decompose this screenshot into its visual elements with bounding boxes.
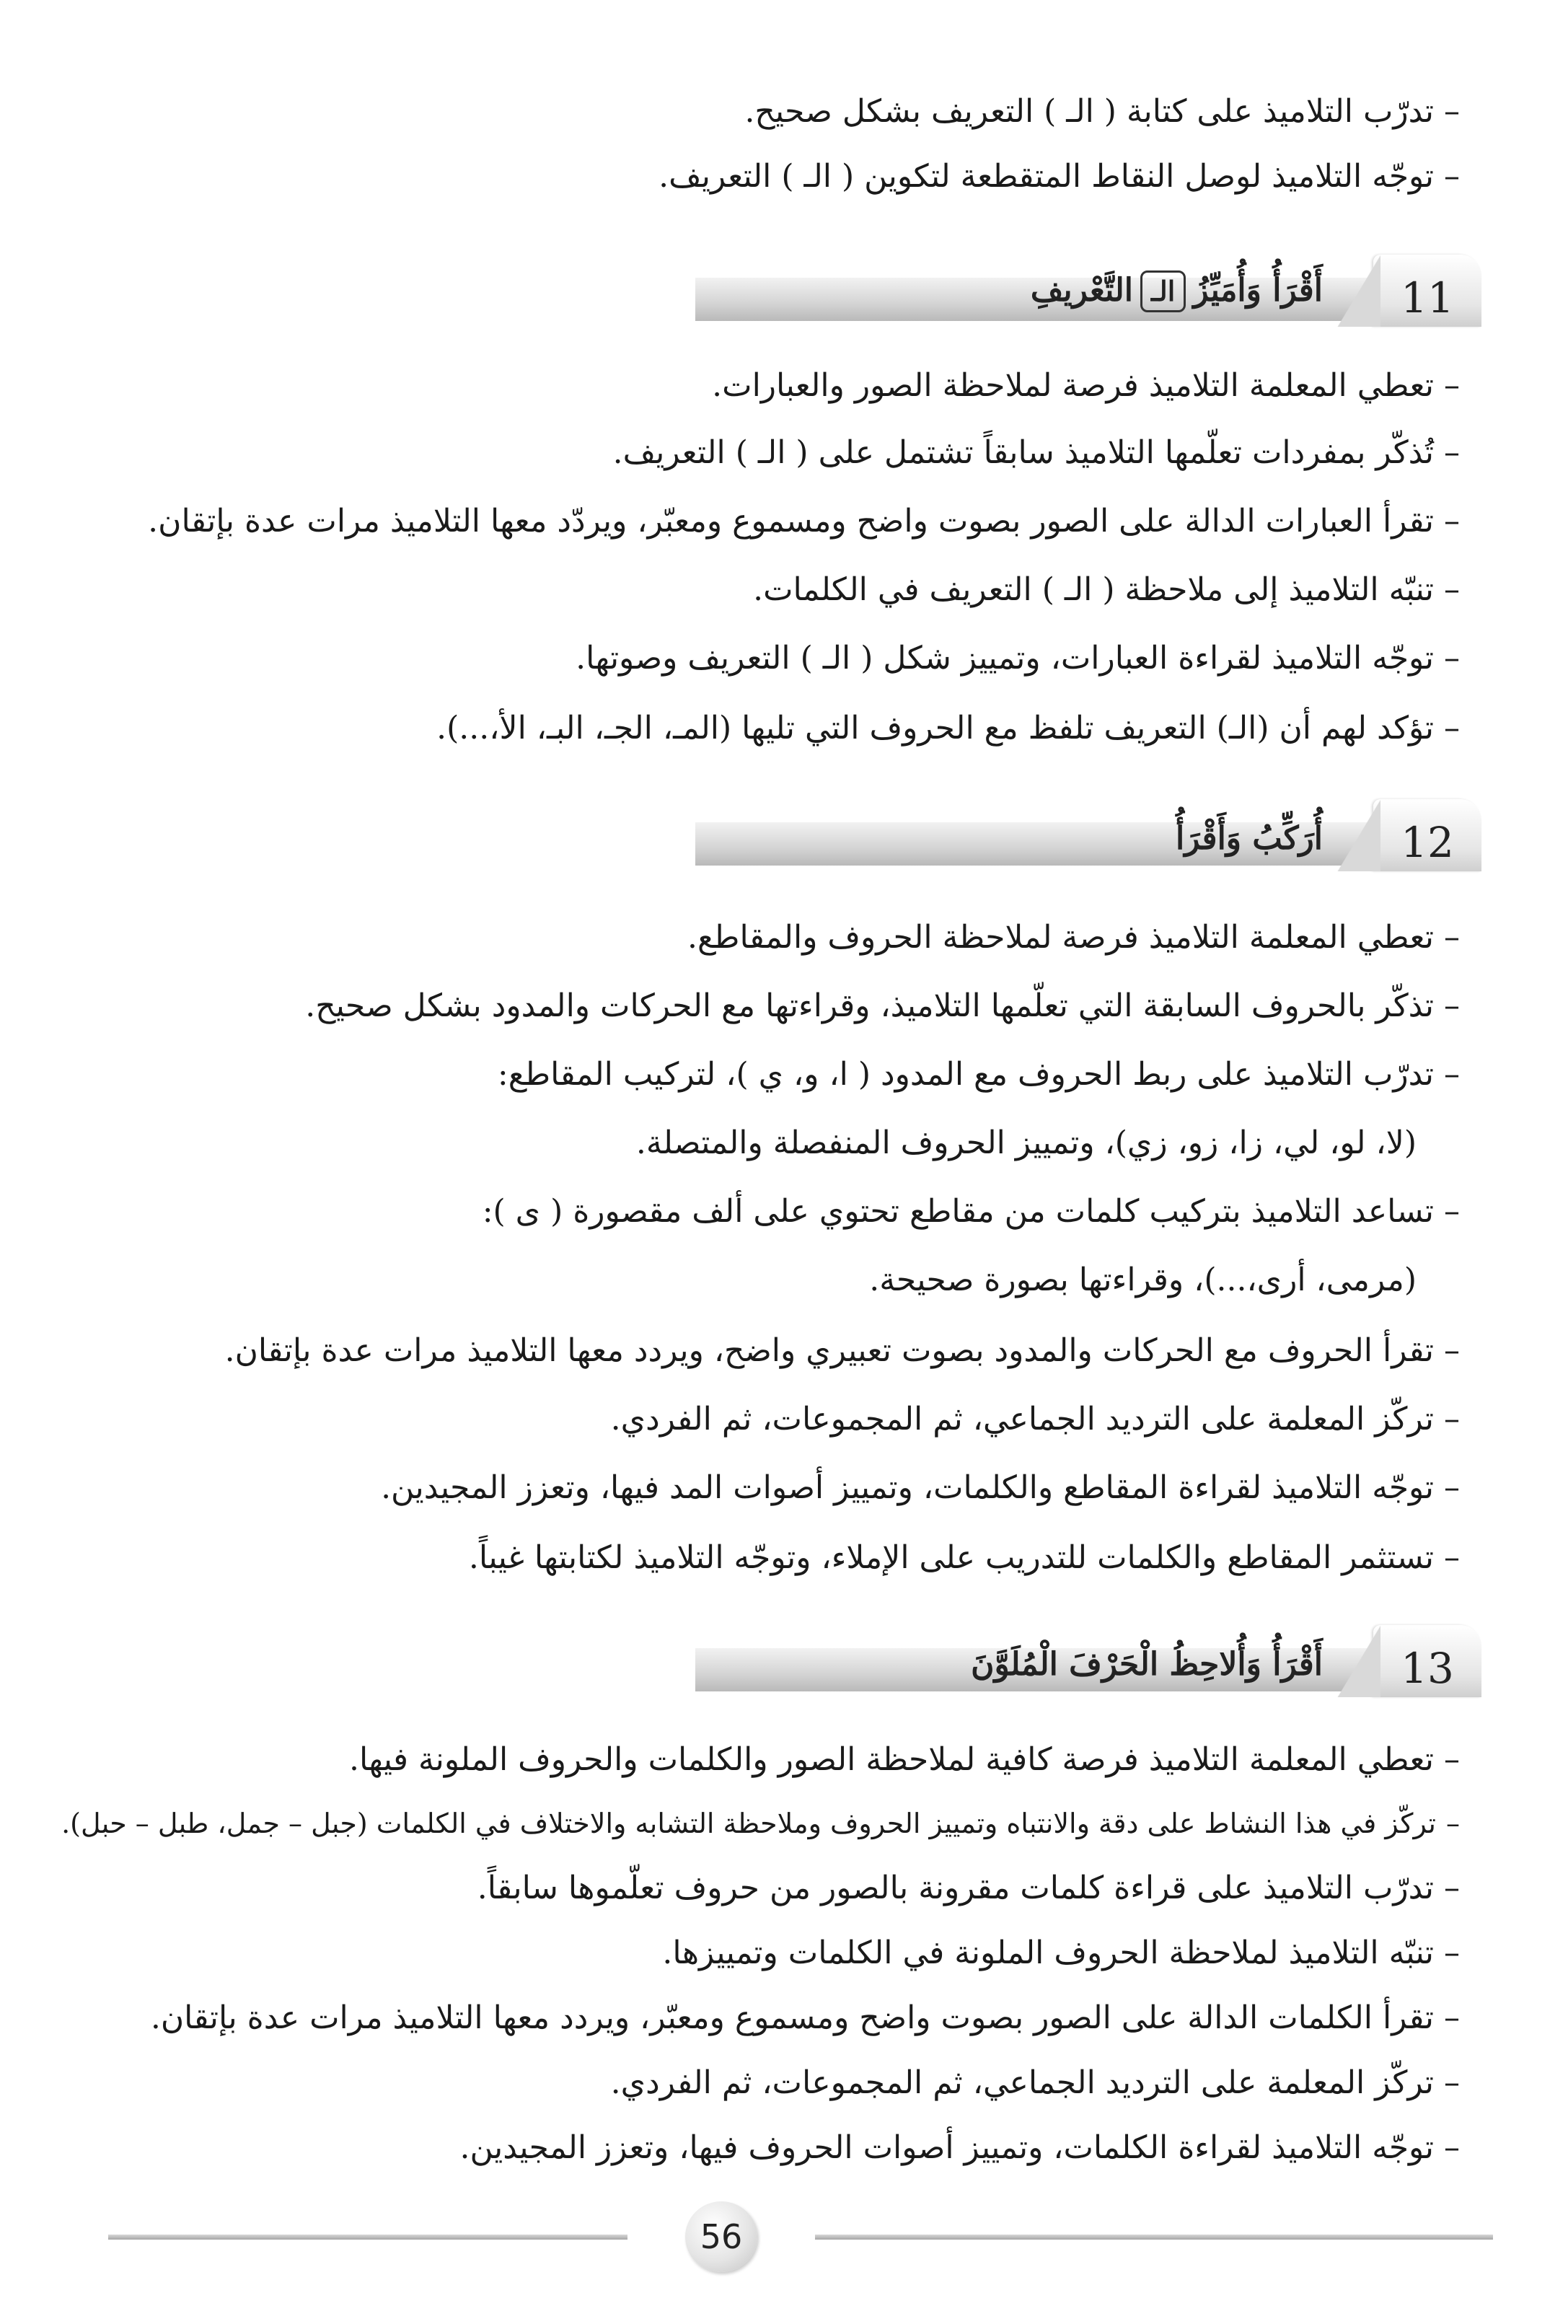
section-line: –تركّز في هذا النشاط على دقة والانتباه وتمييز الحروف وملاحظة التشابه والاختلاف في الكلمات (جبل – جمل، طبل – حبل).: [61, 1808, 1460, 1839]
section-title: أَقْرَأُ وَأُلاحِظُ الْحَرْفَ الْمُلَوَّنَ: [971, 1646, 1323, 1683]
section-line: –تُذكّر بمفردات تعلّمها التلاميذ سابقاً تشتمل على ( الـ ) التعريف.: [612, 434, 1460, 471]
footer-rule-left: [108, 2235, 627, 2240]
section-line: –تعطي المعلمة التلاميذ فرصة لملاحظة الصور والعبارات.: [712, 367, 1460, 404]
section-line: –تنبّه التلاميذ لملاحظة الحروف الملونة في الكلمات وتمييزها.: [662, 1935, 1460, 1971]
section-line: –تساعد التلاميذ بتركيب كلمات من مقاطع تحتوي على ألف مقصورة ( ى ):: [482, 1193, 1460, 1230]
section-line: –تدرّب التلاميذ على ربط الحروف مع المدود ( ا، و، ي )، لتركيب المقاطع:: [497, 1056, 1460, 1093]
intro-line: –توجّه التلاميذ لوصل النقاط المتقطعة لتكوين ( الـ ) التعريف.: [659, 158, 1460, 195]
footer-rule-right: [815, 2235, 1493, 2240]
section-header-13: [695, 1619, 1481, 1697]
section-line: –تقرأ الكلمات الدالة على الصور بصوت واضح ومسموع ومعبّر، ويردد معها التلاميذ مرات عدة بإتقان.: [150, 1999, 1460, 2036]
section-line: –تعطي المعلمة التلاميذ فرصة لملاحظة الحروف والمقاطع.: [687, 919, 1460, 956]
page-number: 56: [685, 2201, 757, 2272]
section-line: –توجّه التلاميذ لقراءة المقاطع والكلمات، وتمييز أصوات المد فيها، وتعزز المجيدين.: [381, 1469, 1460, 1506]
section-header-12: [695, 793, 1481, 871]
section-line: –توجّه التلاميذ لقراءة العبارات، وتمييز شكل ( الـ ) التعريف وصوتها.: [576, 640, 1460, 677]
section-number: 12: [1401, 818, 1454, 867]
section-line: –تؤكد لهم أن (الـ) التعريف تلفظ مع الحروف التي تليها (المـ، الجـ، البـ، الأ،...).: [436, 710, 1460, 747]
boxed-label: الـ: [1140, 270, 1186, 312]
header-bar: [695, 822, 1445, 866]
section-line: –تعطي المعلمة التلاميذ فرصة كافية لملاحظة الصور والكلمات والحروف الملونة فيها.: [349, 1741, 1460, 1778]
section-line: –تنبّه التلاميذ إلى ملاحظة ( الـ ) التعريف في الكلمات.: [753, 571, 1460, 608]
section-title: أُرَكِّبُ وَأَقْرَأُ: [1176, 820, 1323, 857]
intro-line: –تدرّب التلاميذ على كتابة ( الـ ) التعريف بشكل صحيح.: [744, 93, 1460, 130]
section-title: أَقْرَأُ وَأُمَيِّزُالـالتَّعْريفِ: [1031, 270, 1323, 312]
section-number: 13: [1401, 1644, 1454, 1693]
section-line: –تقرأ العبارات الدالة على الصور بصوت واضح ومسموع ومعبّر، ويردّد معها التلاميذ مرات عدة بإتقان.: [148, 503, 1460, 540]
section-line: –تركّز المعلمة على الترديد الجماعي، ثم المجموعات، ثم الفردي.: [610, 2064, 1460, 2101]
section-header-11: [695, 249, 1481, 327]
section-line: –تركّز المعلمة على الترديد الجماعي، ثم المجموعات، ثم الفردي.: [610, 1401, 1460, 1438]
section-line: –تقرأ الحروف مع الحركات والمدود بصوت تعبيري واضح، ويردد معها التلاميذ مرات عدة بإتقان.: [224, 1332, 1460, 1369]
section-line: –توجّه التلاميذ لقراءة الكلمات، وتمييز أصوات الحروف فيها، وتعزز المجيدين.: [459, 2129, 1460, 2166]
section-line: –تستثمر المقاطع والكلمات للتدريب على الإملاء، وتوجّه التلاميذ لكتابتها غيباً.: [468, 1539, 1460, 1576]
section-subline: (لا، لو، لي، زا، زو، زي)، وتمييز الحروف المنفصلة والمتصلة.: [635, 1124, 1417, 1161]
section-subline: (مرمى، أرى،...)، وقراءتها بصورة صحيحة.: [869, 1262, 1417, 1298]
section-number: 11: [1401, 273, 1454, 322]
section-line: –تدرّب التلاميذ على قراءة كلمات مقرونة بالصور من حروف تعلّموها سابقاً.: [477, 1870, 1460, 1906]
section-line: –تذكّر بالحروف السابقة التي تعلّمها التلاميذ، وقراءتها مع الحركات والمدود بشكل صحيح.: [305, 987, 1460, 1024]
